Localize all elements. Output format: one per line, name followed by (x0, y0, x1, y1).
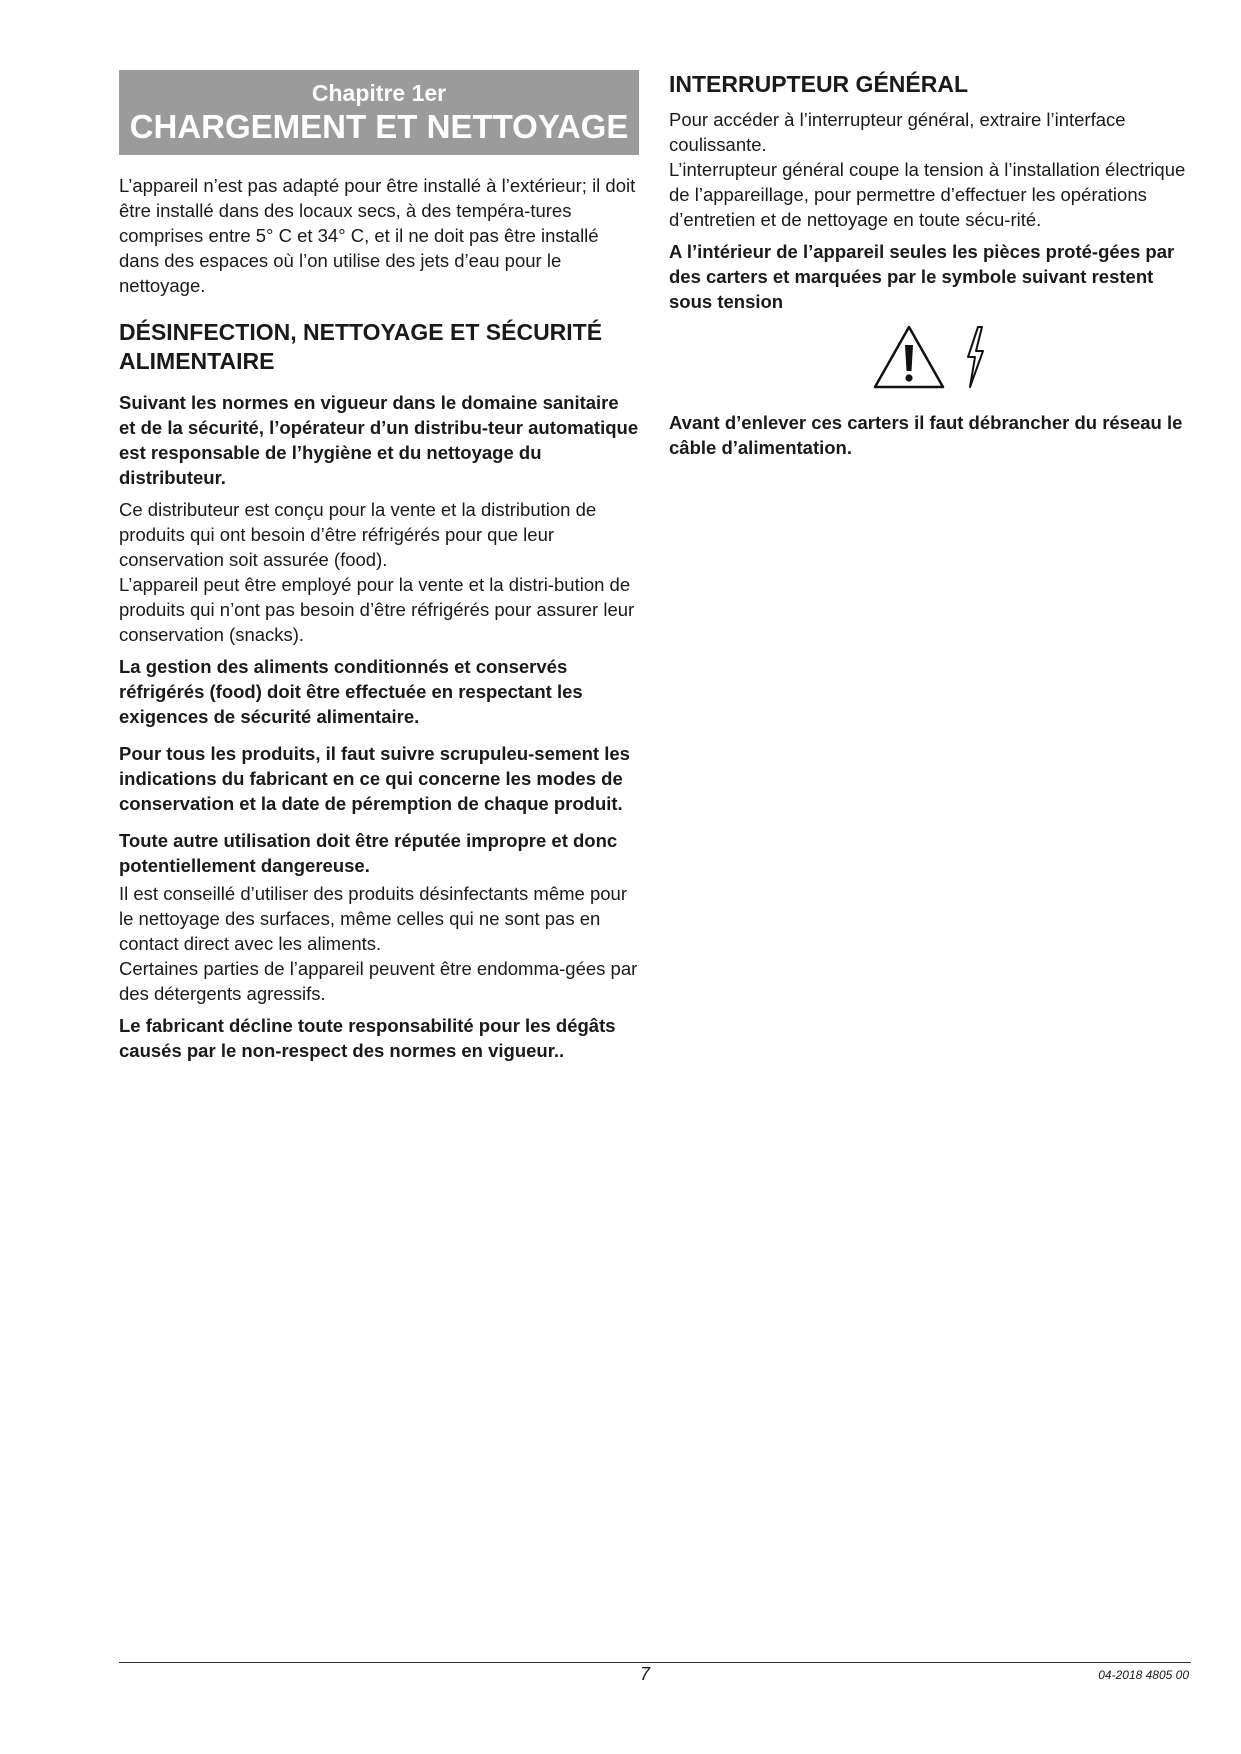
paragraph: Certaines parties de l’appareil peuvent être endomma-gées par des détergents agressifs. (119, 958, 638, 1004)
paragraph: Toute autre utilisation doit être réputée impropre et donc potentiellement dangereuse. (119, 830, 618, 876)
right-column (669, 70, 1189, 467)
section-heading-desinfection: DÉSINFECTION, NETTOYAGE ET SÉCURITÉ ALIMENTAIRE (119, 319, 603, 374)
intro-paragraph: L’appareil n’est pas adapté pour être installé à l’extérieur; il doit être installé dans des locaux secs, à des tempéra-tures comprises entre 5° C et 34° C, et il ne doit pas être installé dans des espaces où l’on utilise des jets d’eau pour le nettoyage. (119, 175, 636, 296)
paragraph: L’appareil peut être employé pour la vente et la distri-bution de produits qui n’ont pas besoin d’être réfrigérés pour assurer leur conservation (snacks). (119, 574, 635, 645)
warning-triangle-icon (872, 323, 946, 396)
section-heading-interrupteur: INTERRUPTEUR GÉNÉRAL (669, 71, 969, 97)
paragraph: Suivant les normes en vigueur dans le domaine sanitaire et de la sécurité, l’opérateur d’un distribu-teur automatique est responsable de l’hygiène et du nettoyage du distributeur. (119, 392, 639, 488)
footer-divider (119, 1662, 1191, 1663)
paragraph: Ce distributeur est conçu pour la vente et la distribution de produits qui ont besoin d’être réfrigérés pour que leur conservation soit assurée (food). (119, 499, 597, 570)
chapter-header (119, 70, 639, 155)
paragraph: Avant d’enlever ces carters il faut débrancher du réseau le câble d’alimentation. (669, 412, 1183, 458)
danger-symbols (669, 324, 1189, 394)
paragraph: A l’intérieur de l’appareil seules les pièces proté-gées par des carters et marquées par le symbole suivant restent sous tension (669, 241, 1175, 312)
page-number: 7 (640, 1664, 651, 1684)
chapter-number: Chapitre 1er (311, 80, 447, 106)
paragraph: La gestion des aliments conditionnés et conservés réfrigérés (food) doit être effectuée en respectant les exigences de sécurité alimentaire. (119, 656, 583, 727)
paragraph: L’interrupteur général coupe la tension à l’installation électrique de l’appareillage, pour permettre d’effectuer les opérations d’entretien et de nettoyage en toute sécu-rité. (669, 159, 1186, 230)
paragraph: Pour tous les produits, il faut suivre scrupuleu-sement les indications du fabricant en ce qui concerne les modes de conservation et la date de péremption de chaque produit. (119, 743, 630, 814)
chapter-title: CHARGEMENT ET NETTOYAGE (129, 108, 629, 145)
paragraph: Le fabricant décline toute responsabilité pour les dégâts causés par le non-respect des normes en vigueur.. (119, 1015, 616, 1061)
document-code: 04-2018 4805 00 (1098, 1668, 1189, 1682)
lightning-bolt-icon (964, 325, 986, 394)
paragraph: Pour accéder à l’interrupteur général, extraire l’interface coulissante. (669, 109, 1126, 155)
paragraph: Il est conseillé d’utiliser des produits désinfectants même pour le nettoyage des surfaces, même celles qui ne sont pas en contact direct avec les aliments. (119, 883, 627, 954)
left-column (119, 70, 639, 1070)
